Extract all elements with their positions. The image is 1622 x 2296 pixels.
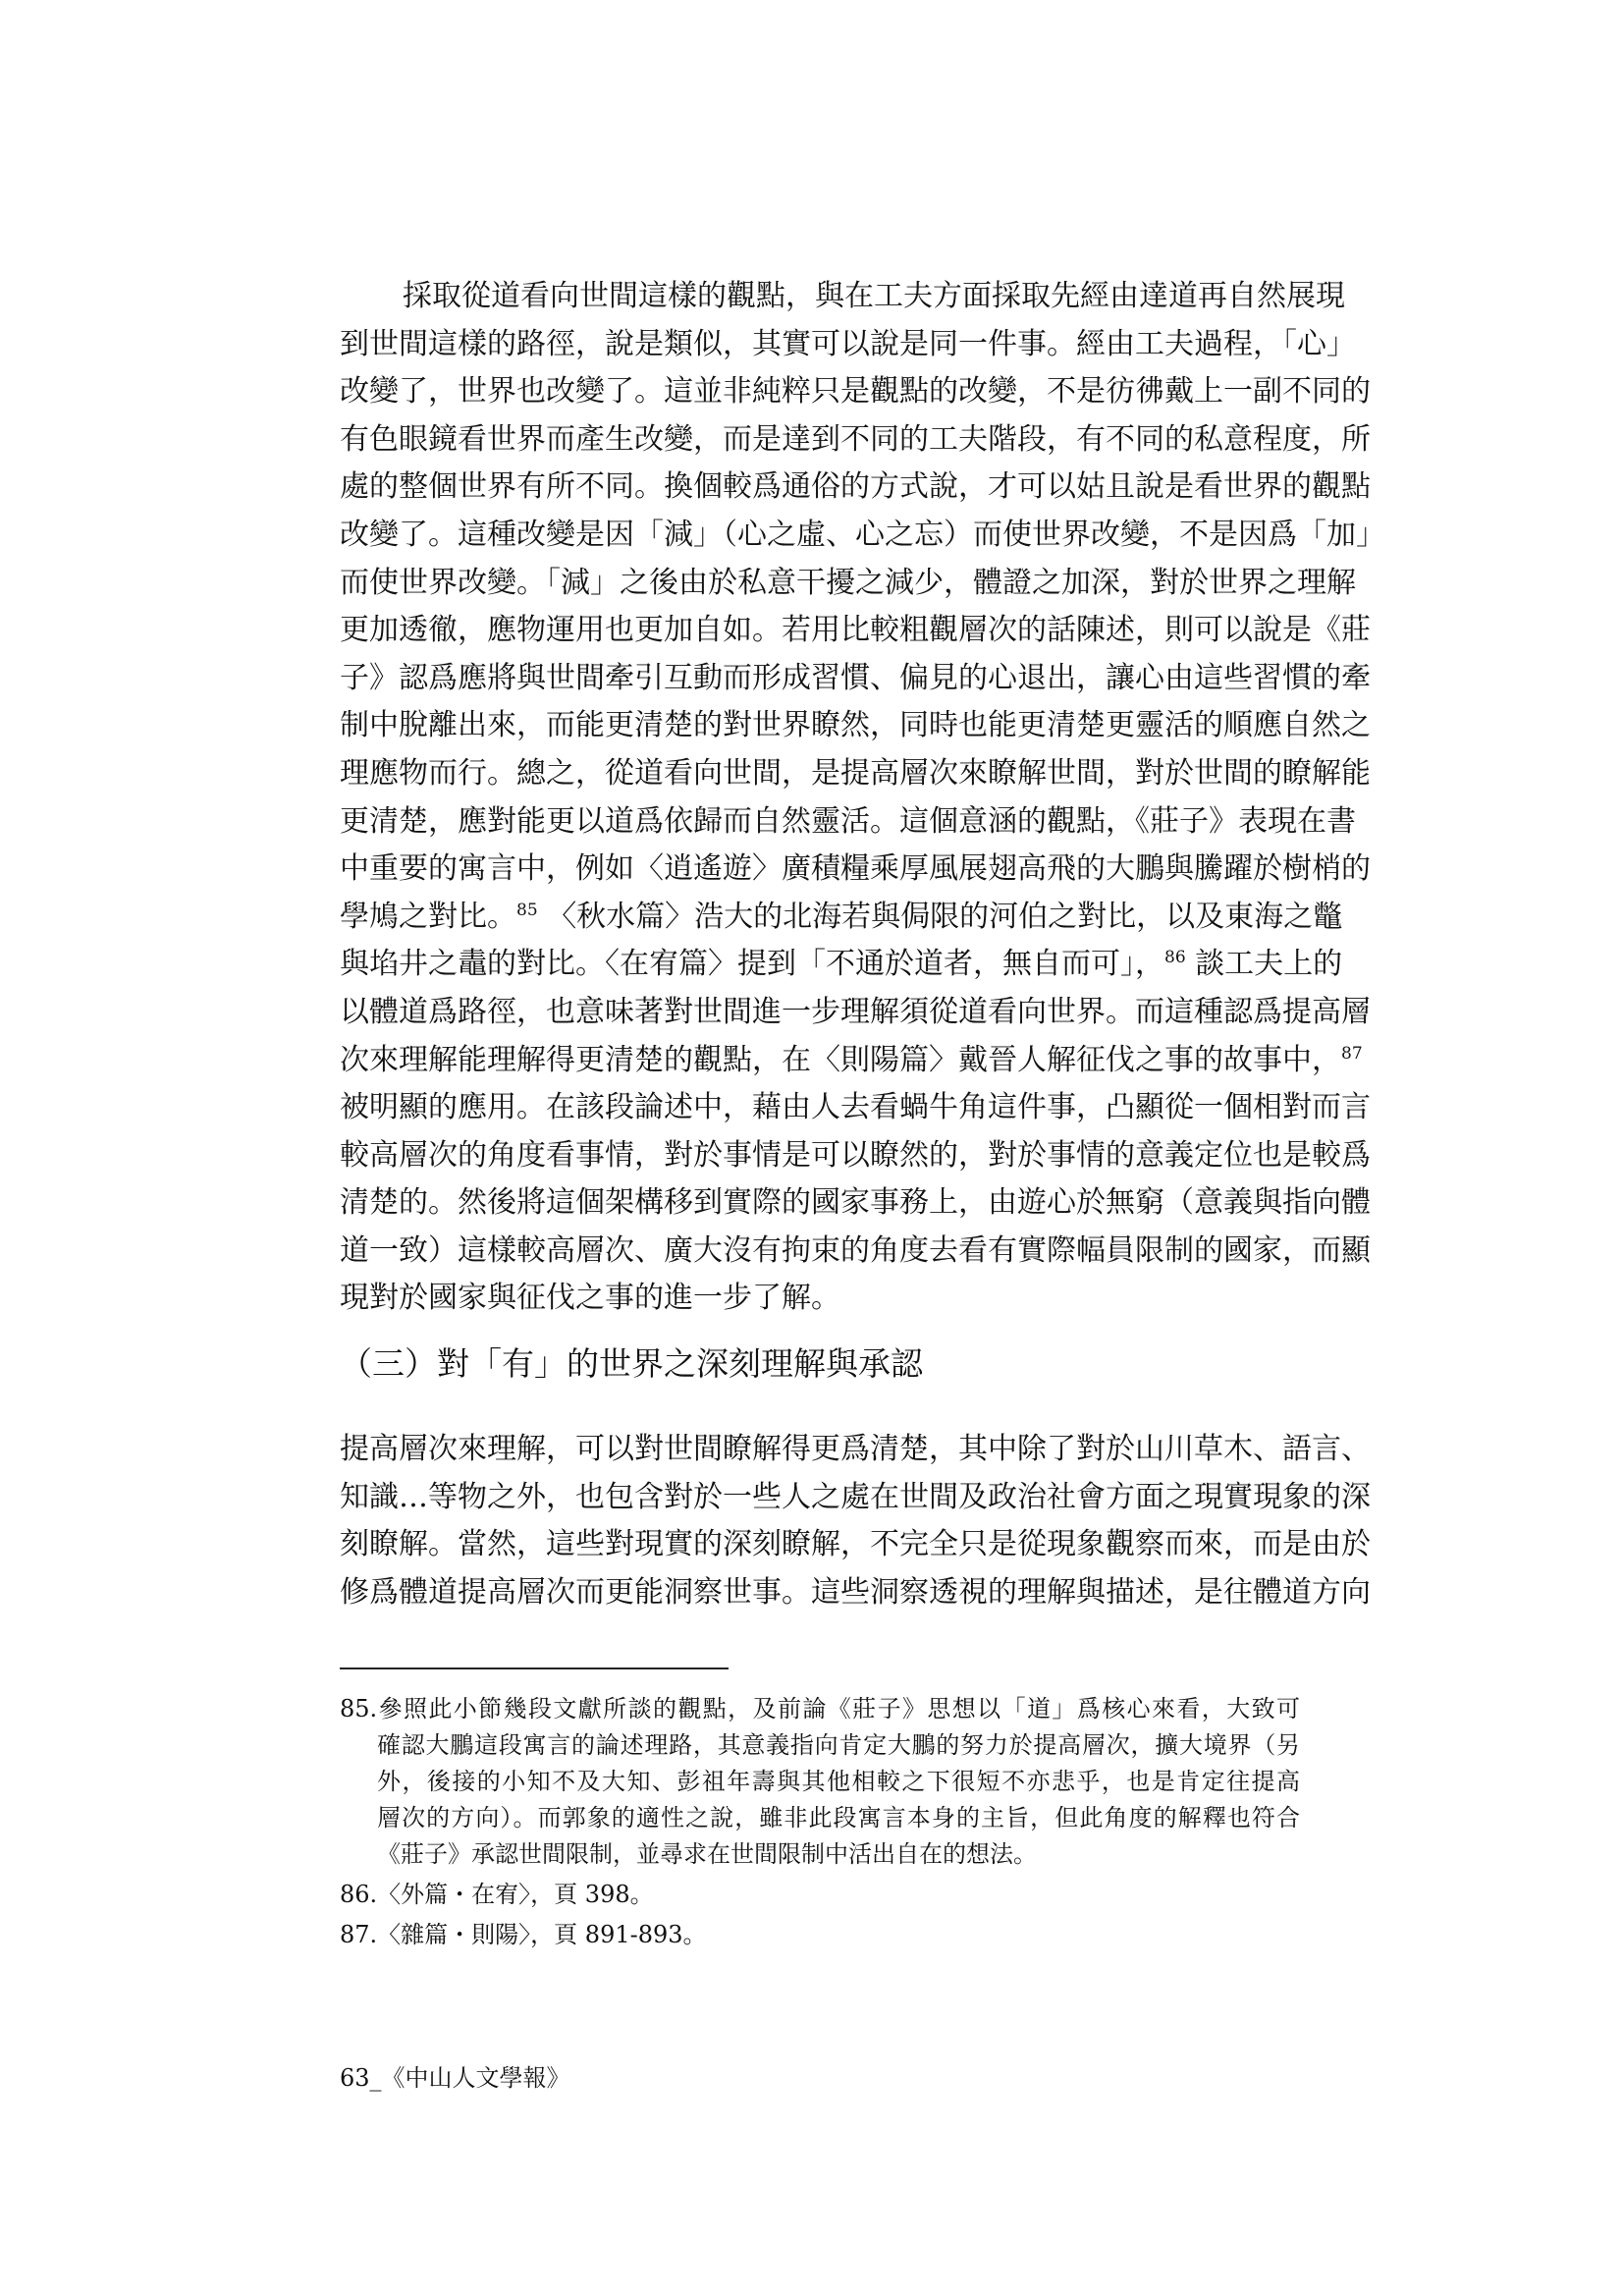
text-line: 處的整個世界有所不同。換個較爲通俗的方式說，才可以姑且說是看世界的觀點 [340, 469, 1371, 505]
footnotes [340, 1691, 1300, 1957]
text-line: 更加透徹，應物運用也更加自如。若用比較粗觀層次的話陳述，則可以說是《莊 [340, 613, 1371, 648]
text-line: 到世間這樣的路徑，說是類似，其實可以說是同一件事。經由工夫過程，「心」 [340, 326, 1356, 361]
text-line: 制中脫離出來，而能更清楚的對世界瞭然，同時也能更清楚更靈活的順應自然之 [340, 708, 1371, 743]
footnote-line: 85.參照此小節幾段文獻所談的觀點，及前論《莊子》思想以「道」爲核心來看，大致可 [340, 1695, 1300, 1722]
text-line: 而使世界改變。「減」之後由於私意干擾之減少，體證之加深，對於世界之理解 [340, 565, 1356, 600]
footnote-86 [340, 1877, 1300, 1913]
footnote-line: 《莊子》承認世間限制，並尋求在世間限制中活出自在的想法。 [377, 1840, 1037, 1868]
text-segment: 與埳井之鼃的對比。〈在宥篇〉提到「不通於道者，無自而可」， [340, 947, 1164, 982]
text-line: 清楚的。然後將這個架構移到實際的國家事務上，由遊心於無窮（意義與指向體 [340, 1185, 1371, 1221]
text-line [340, 1037, 1363, 1085]
text-line: 現對於國家與征伐之事的進一步了解。 [340, 1281, 840, 1316]
footnote-ref-86[interactable]: 86 [1164, 948, 1186, 968]
text-line: 理應物而行。總之，從道看向世間，是提高層次來瞭解世間，對於世間的瞭解能 [340, 755, 1371, 791]
footnote-line: 86.〈外篇・在宥〉，頁 398。 [340, 1881, 654, 1908]
text-segment: 學鳩之對比。 [340, 899, 516, 934]
text-segment: 次來理解能理解得更清楚的觀點，在〈則陽篇〉戴晉人解征伐之事的故事中， [340, 1042, 1341, 1077]
section-heading: （三）對「有」的世界之深刻理解與承認 [340, 1344, 923, 1383]
text-line: 刻瞭解。當然，這些對現實的深刻瞭解，不完全只是從現象觀察而來，而是由於 [340, 1527, 1371, 1562]
footnote-line: 87.〈雜篇・則陽〉，頁 891-893。 [340, 1921, 707, 1948]
footnote-line: 外，後接的小知不及大知、彭祖年壽與其他相較之下很短不亦悲乎，也是肯定往提高 [377, 1768, 1300, 1795]
text-line [340, 941, 1343, 989]
text-line: 中重要的寓言中，例如〈逍遙遊〉廣積糧乘厚風展翅高飛的大鵬與騰躍於樹梢的 [340, 851, 1371, 887]
text-line: 改變了，世界也改變了。這並非純粹只是觀點的改變，不是彷彿戴上一副不同的 [340, 374, 1371, 410]
text-line [340, 894, 1343, 942]
text-line: 有色眼鏡看世界而產生改變，而是達到不同的工夫階段，有不同的私意程度，所 [340, 421, 1371, 457]
footnote-ref-87[interactable]: 87 [1341, 1043, 1363, 1064]
footnote-85 [340, 1691, 1300, 1873]
footnote-87 [340, 1917, 1300, 1953]
text-line: 知識…等物之外，也包含對於一些人之處在世間及政治社會方面之現實現象的深 [340, 1479, 1371, 1514]
footnote-ref-85[interactable]: 85 [516, 900, 538, 920]
text-line: 修爲體道提高層次而更能洞察世事。這些洞察透視的理解與描述，是往體道方向 [340, 1574, 1371, 1610]
text-segment: 談工夫上的 [1195, 947, 1343, 982]
footnote-line: 層次的方向）。而郭象的適性之說，雖非此段寓言本身的主旨，但此角度的解釋也符合 [377, 1804, 1300, 1831]
text-line: 提高層次來理解，可以對世間瞭解得更爲清楚，其中除了對於山川草木、語言、 [340, 1432, 1371, 1466]
text-line: 更清楚，應對能更以道爲依歸而自然靈活。這個意涵的觀點，《莊子》表現在書 [340, 803, 1356, 839]
text-segment: 〈秋水篇〉浩大的北海若與侷限的河伯之對比，以及東海之鼈 [547, 899, 1343, 934]
main-paragraph [340, 273, 1385, 1323]
page-footer: 63_《中山人文學報》 [340, 2064, 570, 2092]
footnote-divider [340, 1667, 729, 1669]
footnote-line: 確認大鵬這段寓言的論述理路，其意義指向肯定大鵬的努力於提高層次，擴大境界（另 [377, 1731, 1300, 1759]
text-line: 採取從道看向世間這樣的觀點，與在工夫方面採取先經由達道再自然展現 [403, 279, 1345, 313]
text-line: 以體道爲路徑，也意味著對世間進一步理解須從道看向世界。而這種認爲提高層 [340, 994, 1371, 1029]
text-line: 被明顯的應用。在該段論述中，藉由人去看蝸牛角這件事，凸顯從一個相對而言 [340, 1090, 1371, 1125]
text-line: 改變了。這種改變是因「減」（心之虛、心之忘）而使世界改變，不是因爲「加」 [340, 517, 1385, 552]
second-paragraph [340, 1426, 1371, 1616]
text-line: 道一致）這樣較高層次、廣大沒有拘束的角度去看有實際幅員限制的國家，而顯 [340, 1232, 1371, 1268]
text-line: 較高層次的角度看事情，對於事情是可以瞭然的，對於事情的意義定位也是較爲 [340, 1137, 1371, 1173]
text-line: 子》認爲應將與世間牽引互動而形成習慣、偏見的心退出，讓心由這些習慣的牽 [340, 660, 1371, 695]
